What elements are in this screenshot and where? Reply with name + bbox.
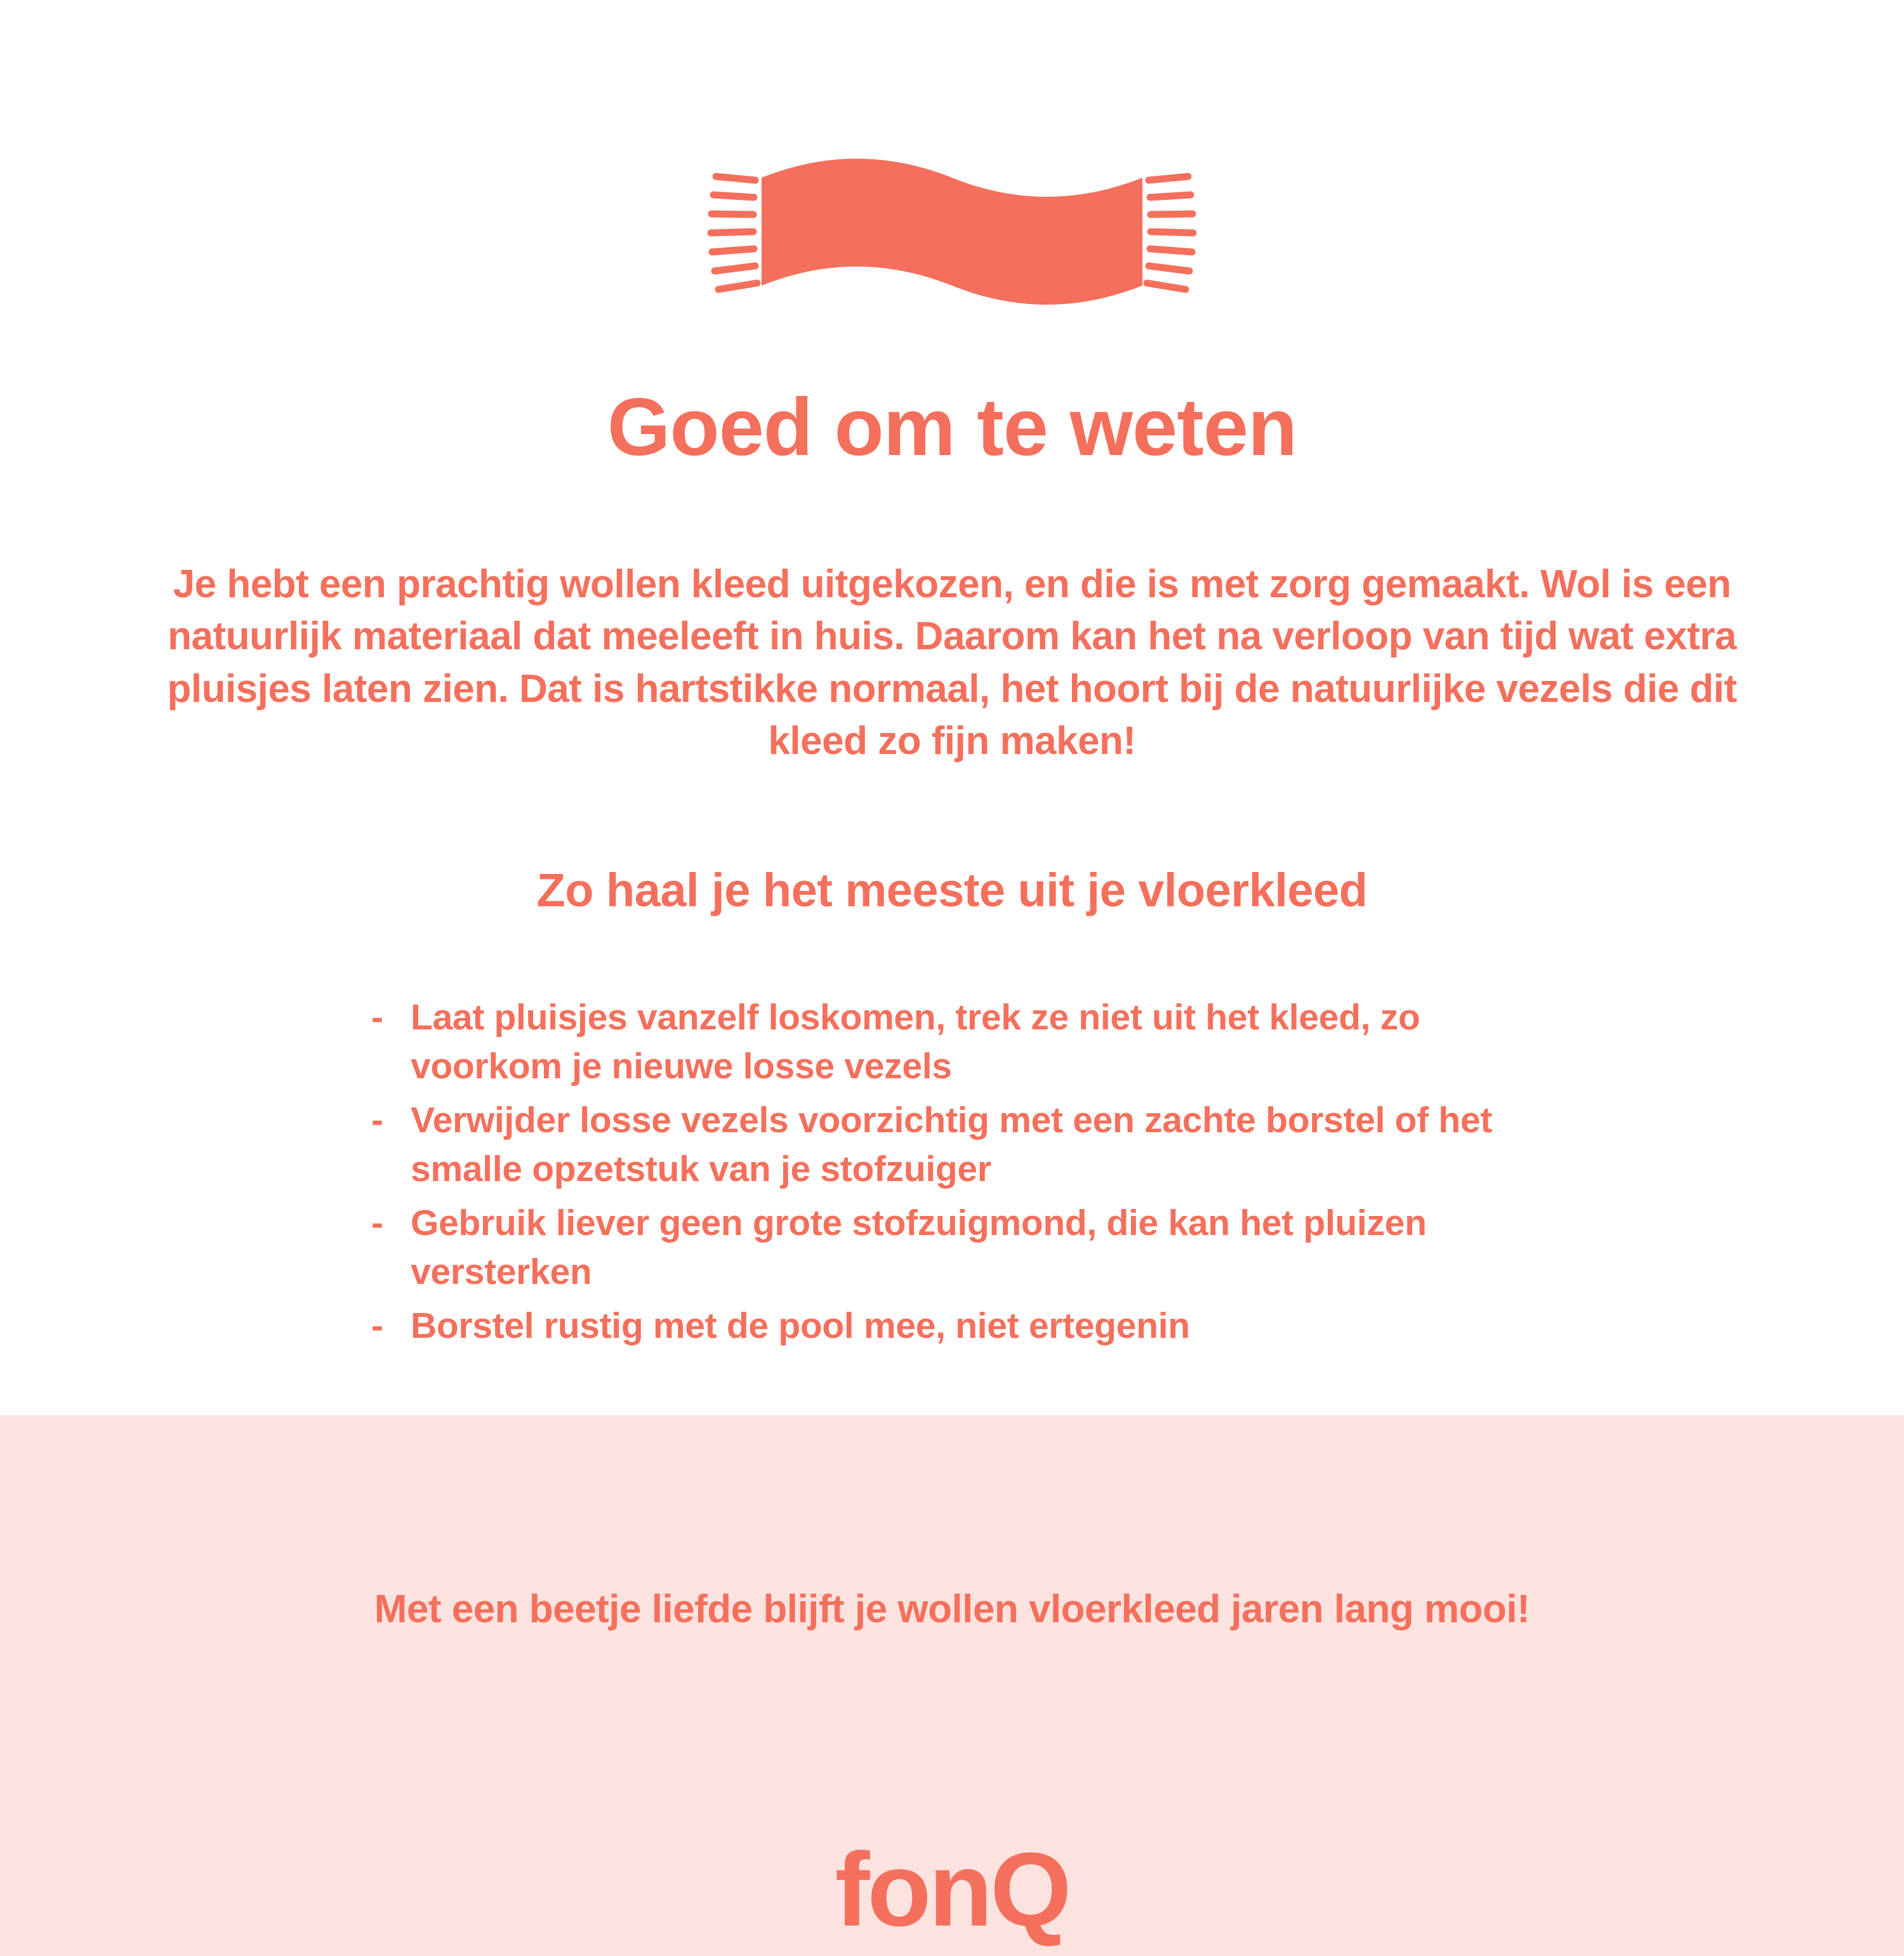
bullet-marker: - — [371, 1305, 383, 1346]
list-item-label: Borstel rustig met de pool mee, niet ertegenin — [411, 1305, 1190, 1346]
list-item-label: Gebruik liever geen grote stofzuigmond, die kan het pluizen versterken — [411, 1202, 1427, 1292]
list-item — [371, 1096, 1533, 1194]
list-item-label: Laat pluisjes vanzelf loskomen, trek ze niet uit het kleed, zo voorkom je nieuwe losse vezels — [411, 997, 1420, 1087]
list-item — [371, 993, 1533, 1091]
svg-text:fonQ: fonQ — [835, 1830, 1069, 1948]
card-footer-band — [0, 1415, 1904, 1956]
tips-list — [371, 993, 1533, 1356]
bullet-marker: - — [371, 1202, 383, 1243]
list-item-label: Verwijder losse vezels voorzichtig met een zachte borstel of het smalle opzetstuk van je stofzuiger — [411, 1100, 1493, 1190]
intro-paragraph: Je hebt een prachtig wollen kleed uitgekozen, en die is met zorg gemaakt. Wol is een natuurlijk materiaal dat meeleeft in huis. Daarom kan het na verloop van tijd wat extra pluisjes laten zien. Dat is hartstikke normaal, het hoort bij de natuurlijke vezels die dit kleed zo fijn maken! — [167, 562, 1737, 763]
brand-logo — [774, 1829, 1130, 1956]
page-title: Goed om te weten — [607, 382, 1297, 473]
list-item — [371, 1302, 1533, 1351]
wool-rug-icon — [660, 151, 1244, 322]
list-item — [371, 1199, 1533, 1297]
tips-heading: Zo haal je het meeste uit je vloerkleed — [536, 863, 1368, 916]
closing-line: Met een beetje liefde blijft je wollen vloerkleed jaren lang mooi! — [374, 1587, 1530, 1631]
bullet-marker: - — [371, 997, 383, 1038]
bullet-marker: - — [371, 1100, 383, 1141]
